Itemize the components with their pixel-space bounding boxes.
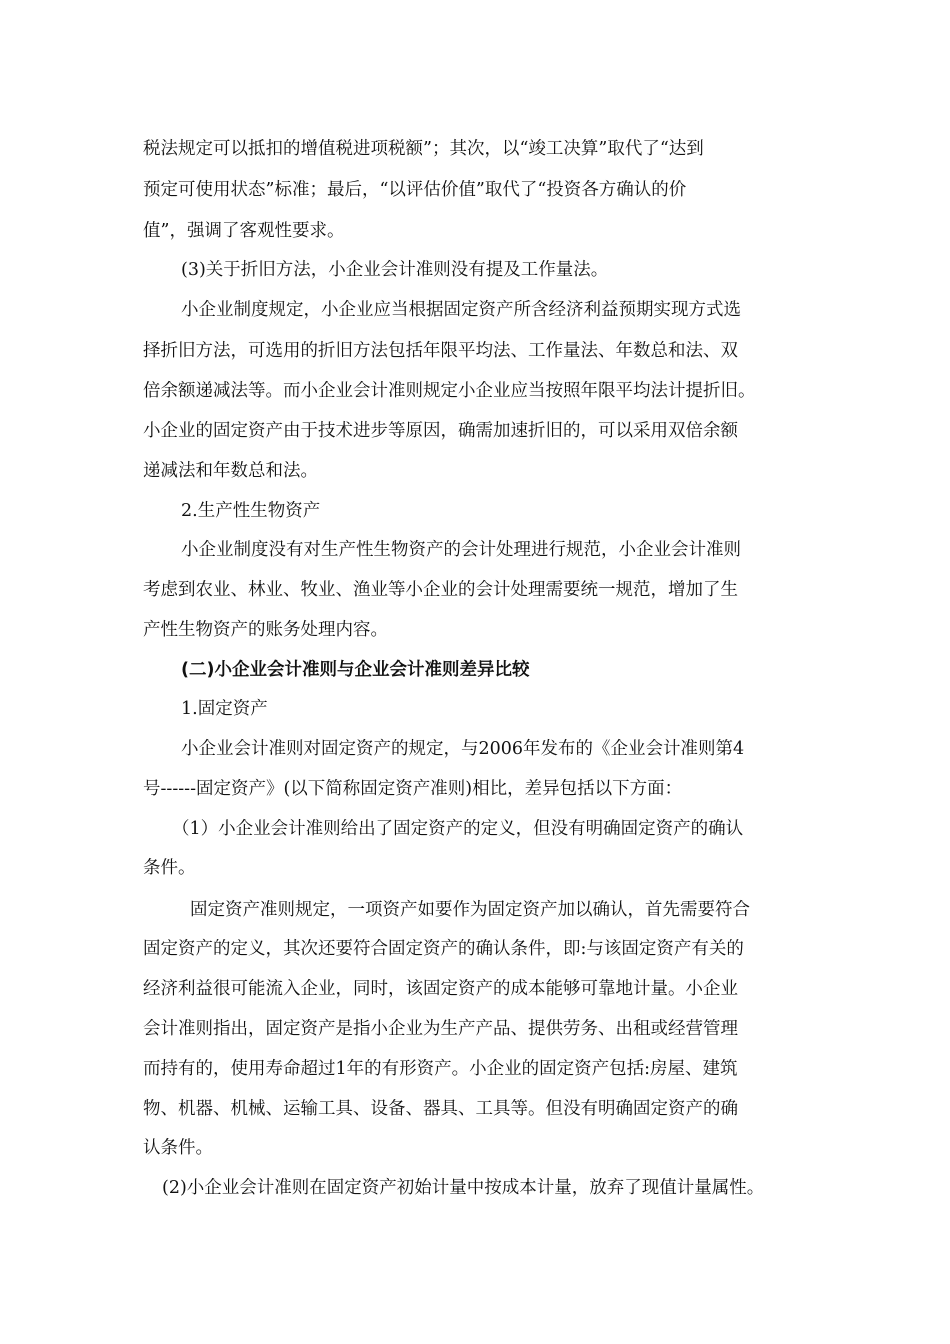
paragraph-line: 固定资产准则规定，一项资产如要作为固定资产加以确认，首先需要符合 (190, 900, 750, 920)
paragraph-line: 小企业的固定资产由于技术进步等原因，确需加速折旧的，可以采用双倍余额 (143, 421, 738, 441)
paragraph-line: 认条件。 (143, 1138, 213, 1158)
paragraph-line: 固定资产的定义，其次还要符合固定资产的确认条件，即:与该固定资产有关的 (143, 939, 744, 959)
paragraph-line: (3)关于折旧方法，小企业会计准则没有提及工作量法。 (181, 260, 609, 280)
paragraph-line: 税法规定可以抵扣的增值税进项税额”；其次，以“竣工决算”取代了“达到 (143, 139, 704, 159)
paragraph-line: 小企业制度规定，小企业应当根据固定资产所含经济利益预期实现方式选 (181, 300, 741, 320)
paragraph-line: 会计准则指出，固定资产是指小企业为生产产品、提供劳务、出租或经营管理 (143, 1019, 738, 1039)
paragraph-line: 递减法和年数总和法。 (143, 461, 318, 481)
paragraph-line: （1）小企业会计准则给出了固定资产的定义，但没有明确固定资产的确认 (172, 819, 744, 839)
paragraph-line: 小企业会计准则对固定资产的规定，与2006年发布的《企业会计准则第4 (181, 739, 745, 759)
paragraph-line: 考虑到农业、林业、牧业、渔业等小企业的会计处理需要统一规范，增加了生 (143, 580, 738, 600)
paragraph-line: 经济利益很可能流入企业，同时，该固定资产的成本能够可靠地计量。小企业 (143, 979, 738, 999)
paragraph-line: 择折旧方法，可选用的折旧方法包括年限平均法、工作量法、年数总和法、双 (143, 341, 738, 361)
paragraph-line: 物、机器、机械、运输工具、设备、器具、工具等。但没有明确固定资产的确 (143, 1099, 738, 1119)
paragraph-line: 值”，强调了客观性要求。 (143, 221, 345, 241)
paragraph-line: 小企业制度没有对生产性生物资产的会计处理进行规范，小企业会计准则 (181, 540, 741, 560)
paragraph-line: 倍余额递减法等。而小企业会计准则规定小企业应当按照年限平均法计提折旧。 (143, 381, 756, 401)
section-heading: 2.生产性生物资产 (181, 501, 321, 521)
paragraph-line: 而持有的，使用寿命超过1年的有形资产。小企业的固定资产包括:房屋、建筑 (143, 1059, 738, 1079)
paragraph-line: 号------固定资产》(以下简称固定资产准则)相比，差异包括以下方面： (143, 779, 683, 799)
paragraph-line: (2)小企业会计准则在固定资产初始计量中按成本计量，放弃了现值计量属性。 (162, 1178, 765, 1198)
paragraph-line: 条件。 (143, 858, 196, 878)
paragraph-line: 产性生物资产的账务处理内容。 (143, 620, 388, 640)
paragraph-line: 预定可使用状态”标准；最后，“以评估价值”取代了“投资各方确认的价 (143, 180, 687, 200)
section-heading: 1.固定资产 (181, 699, 268, 719)
section-heading-bold: (二)小企业会计准则与企业会计准则差异比较 (181, 660, 530, 680)
